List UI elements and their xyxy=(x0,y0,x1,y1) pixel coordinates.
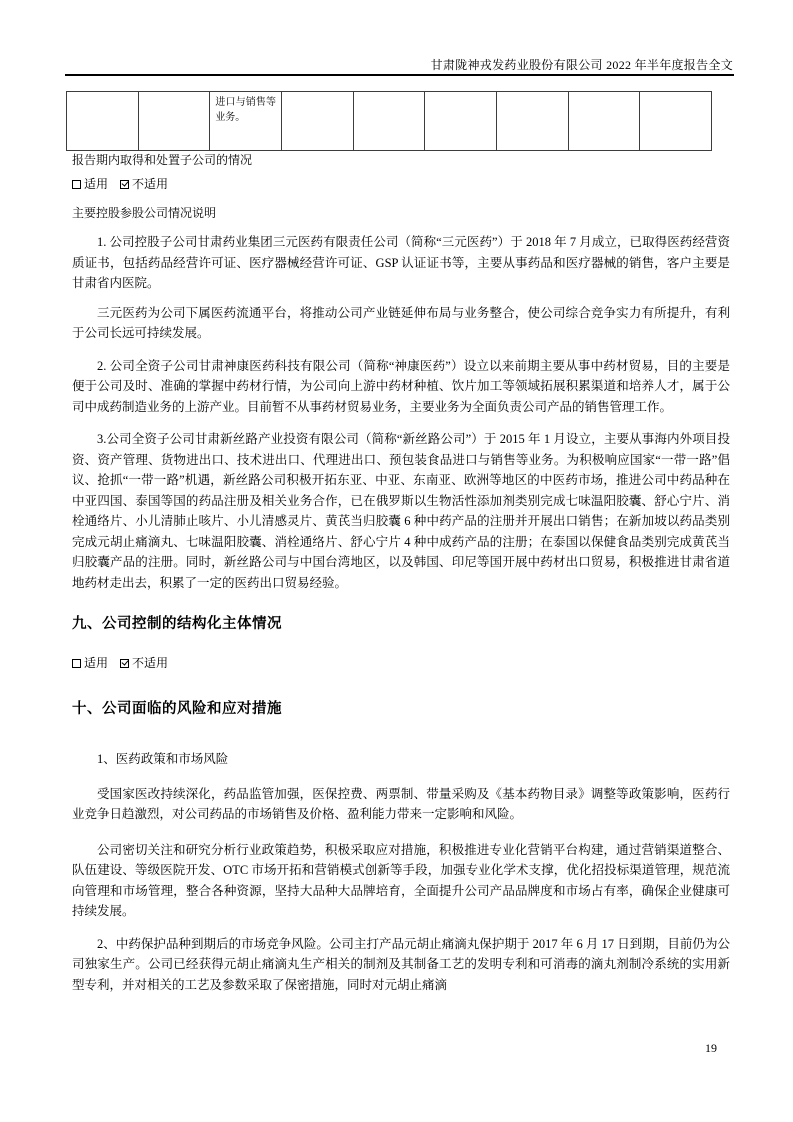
checkbox-unchecked-icon xyxy=(72,659,81,668)
paragraph-subsidiary-1: 1. 公司控股子公司甘肃药业集团三元医药有限责任公司（简称“三元医药”）于 2018 年 7 月成立，已取得医药经营资质证书，包括药品经营许可证、医疗器械经营许可证、GSP 认证证书等，主要从事药品和医疗器械的销售，客户主要是甘肃省内医院。 xyxy=(72,235,730,290)
table-cell xyxy=(353,92,425,151)
table-cell: 进口与销售等业务。 xyxy=(210,92,282,151)
risk1-heading: 1、医药政策和市场风险 xyxy=(97,752,229,766)
paragraph-subsidiary-2: 2. 公司全资子公司甘肃神康医药科技有限公司（简称“神康医药”）设立以来前期主要从事中药材贸易，目的主要是便于公司及时、准确的掌握中药材行情，为公司向上游中药材种植、饮片加工等领域拓展积累渠道和培养人才，属于公司中成药制造业务的上游产业。目前暂不从事药材贸易业务，主要业务为全面负责公司产品的销售管理工作。 xyxy=(72,358,730,414)
applicable-label: 适用 xyxy=(84,656,109,670)
not-applicable-label: 不适用 xyxy=(132,177,169,191)
subsidiaries-intro-line: 报告期内取得和处置子公司的情况 xyxy=(72,153,253,167)
table-cell xyxy=(568,92,640,151)
table-cell xyxy=(425,92,497,151)
risk1-paragraph-2: 公司密切关注和研究分析行业政策趋势，积极采取应对措施，积极推进专业化营销平台构建，通过营销渠道整合、队伍建设、等级医院开发、OTC 市场开拓和营销模式创新等手段，加强专业化学术支撑，优化招投标渠道管理，规范流向管理和市场管理，整合各种资源，坚持大品种大品牌培育，全面提升公司产品品牌度和市场占有率，确保企业健康可持续发展。 xyxy=(72,842,730,918)
not-applicable-option xyxy=(120,656,168,670)
paragraph-subsidiary-1b: 三元医药为公司下属医药流通平台，将推动公司产业链延伸布局与业务整合，使公司综合竞争实力有所提升，有利于公司长远可持续发展。 xyxy=(72,305,730,340)
checkbox-checked-icon xyxy=(120,180,129,189)
table-cell xyxy=(496,92,568,151)
subsidiaries-table xyxy=(66,91,712,151)
risk2-paragraph-1: 2、中药保护品种到期后的市场竞争风险。公司主打产品元胡止痛滴丸保护期于 2017 年 6 月 17 日到期，目前仍为公司独家生产。公司已经获得元胡止痛滴丸生产相关的制剂及其制备工艺的发明专利和可消毒的滴丸剂制冷系统的实用新型专利，并对相关的工艺及参数采取了保密措施，同时对元胡止痛滴 xyxy=(72,936,730,992)
header-rule xyxy=(65,74,734,76)
risk1-paragraph-1: 受国家医改持续深化，药品监管加强，医保控费、两票制、带量采购及《基本药物目录》调整等政策影响，医药行业竞争日趋激烈，对公司药品的市场销售及价格、盈利能力带来一定影响和风险。 xyxy=(72,786,730,821)
page-number: 19 xyxy=(705,1041,717,1055)
table-cell xyxy=(138,92,210,151)
applicable-label: 适用 xyxy=(84,177,109,191)
report-header-title: 甘肃陇神戎发药业股份有限公司 2022 年半年度报告全文 xyxy=(430,58,733,72)
section-nine-title: 九、公司控制的结构化主体情况 xyxy=(72,616,282,632)
table-cell xyxy=(640,92,712,151)
page-body xyxy=(72,150,730,995)
table-cell xyxy=(281,92,353,151)
table-row xyxy=(67,92,712,151)
applicable-option xyxy=(72,177,108,191)
checkbox-checked-icon xyxy=(120,659,129,668)
checkbox-unchecked-icon xyxy=(72,180,81,189)
section-ten-title: 十、公司面临的风险和应对措施 xyxy=(72,701,282,717)
applicable-option xyxy=(72,656,108,670)
not-applicable-label: 不适用 xyxy=(132,656,169,670)
table-cell xyxy=(67,92,139,151)
holding-companies-note-line: 主要控股参股公司情况说明 xyxy=(72,206,217,220)
not-applicable-option xyxy=(120,177,168,191)
paragraph-subsidiary-3: 3.公司全资子公司甘肃新丝路产业投资有限公司（简称“新丝路公司”）于 2015 年 1 月设立，主要从事海内外项目投资、资产管理、货物进出口、技术进出口、代理进出口、预包装食品进口与销售等业务。为积极响应国家“一带一路”倡议、抢抓“一带一路”机遇，新丝路公司积极开拓东亚、中亚、东南亚、欧洲等地区的中医药市场，推进公司中药品种在中亚四国、泰国等国的药品注册及相关业务合作，已在俄罗斯以生物活性添加剂类别完成七味温阳胶囊、舒心宁片、消栓通络片、小儿清肺止咳片、小儿清感灵片、黄芪当归胶囊 6 种中药产品的注册并开展出口销售；在新加坡以药品类别完成元胡止痛滴丸、七味温阳胶囊、消栓通络片、舒心宁片 4 种中成药产品的注册；在泰国以保健食品类别完成黄芪当归胶囊产品的注册。同时，新丝路公司与中国台湾地区，以及韩国、印尼等国开展中药材出口贸易，积极推进甘肃省道地药材走出去，积累了一定的医药出口贸易经验。 xyxy=(72,432,730,590)
applicability-line xyxy=(72,655,730,672)
applicability-line xyxy=(72,176,730,193)
